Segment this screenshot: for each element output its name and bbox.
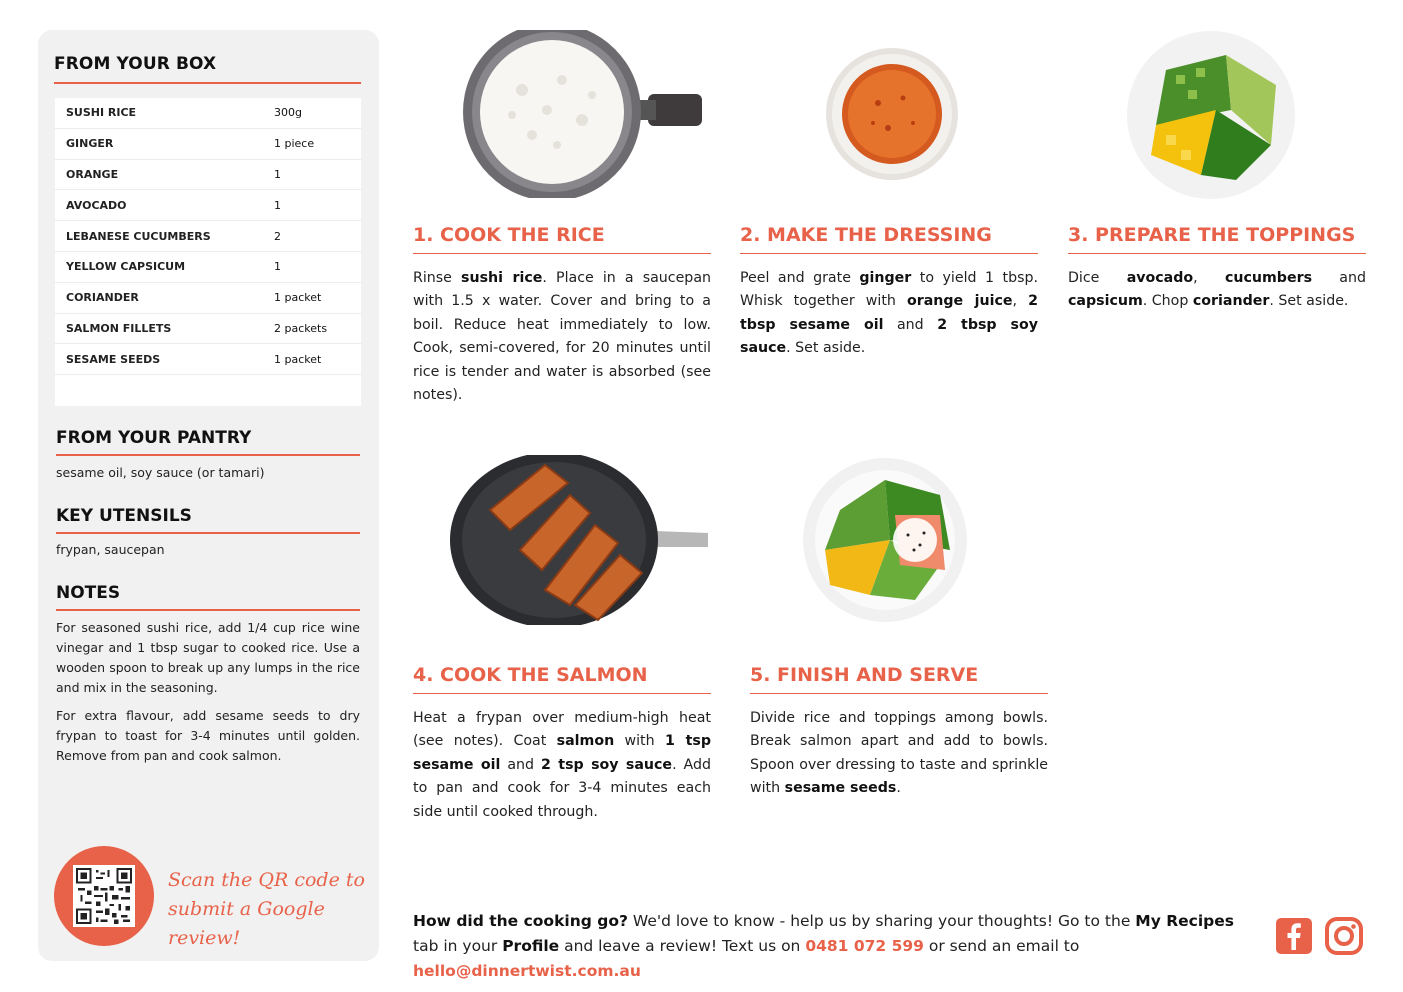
ingredient-name: AVOCADO <box>66 198 127 212</box>
ingredient-row <box>55 98 361 129</box>
profile-label: Profile <box>502 937 560 955</box>
ingredient-quantity: 2 <box>274 229 281 243</box>
step-text-segment: Peel and grate <box>740 270 860 286</box>
step-keyword: sushi rice <box>461 270 543 286</box>
step-1-text <box>413 267 711 407</box>
step-text-segment: , <box>1012 293 1029 310</box>
step-keyword: 2 tbsp sesame oil <box>740 293 1039 333</box>
step-keyword: avocado <box>1126 270 1194 286</box>
notes-body <box>56 618 360 774</box>
dressing-bowl-image <box>818 38 968 188</box>
toppings-plate-image <box>1126 30 1296 200</box>
ingredient-quantity: 2 packets <box>274 321 328 335</box>
footer-text: We'd love to know - help us by sharing your thoughts! Go to the <box>627 912 1136 930</box>
notes-title: NOTES <box>56 583 360 611</box>
ingredient-row <box>55 344 361 375</box>
step-text-segment: and <box>1312 270 1367 286</box>
step-text-segment: and <box>883 316 938 333</box>
step-text-segment: . Set aside. <box>1269 293 1349 310</box>
step-keyword: 1 tsp sesame oil <box>413 733 711 773</box>
rice-saucepan-image <box>462 30 702 198</box>
step-text-segment: Heat a frypan over medium-high heat (see notes). Coat <box>413 710 711 750</box>
ingredient-name: GINGER <box>66 137 114 151</box>
instagram-icon[interactable] <box>1325 917 1363 955</box>
step-3-title: 3. PREPARE THE TOPPINGS <box>1068 224 1366 254</box>
step-2-title: 2. MAKE THE DRESSING <box>740 224 1038 254</box>
ingredient-row <box>55 190 361 221</box>
qr-caption <box>168 866 368 953</box>
ingredient-row <box>55 129 361 160</box>
pantry-text: sesame oil, soy sauce (or tamari) <box>56 465 265 480</box>
step-text-segment: . Set aside. <box>786 340 866 357</box>
poke-bowl-image <box>800 455 980 625</box>
ingredient-quantity: 1 <box>274 167 281 181</box>
step-text-segment: . Place in a saucepan with 1.5 x water. Cover and bring to a boil. Reduce heat immediately to low. Cook, semi-covered, for 20 minutes until rice is tender and water is absorbed (see notes). <box>413 270 712 404</box>
ingredient-quantity: 1 packet <box>274 291 322 305</box>
footer-question: How did the cooking go? <box>413 912 628 930</box>
step-text-segment: , <box>1193 270 1225 286</box>
utensils-text: frypan, saucepan <box>56 542 165 557</box>
step-3-text <box>1068 267 1366 314</box>
qr-caption-line: Scan the QR code to <box>168 869 365 891</box>
step-text-segment: Divide rice and toppings among bowls. Break salmon apart and add to bowls. Spoon over dressing to taste and sprinkle with <box>750 710 1048 797</box>
step-4-title: 4. COOK THE SALMON <box>413 664 711 694</box>
ingredient-row <box>55 314 361 345</box>
qr-caption-line: submit a Google review! <box>168 898 325 949</box>
ingredient-row <box>55 160 361 191</box>
my-recipes-label: My Recipes <box>1135 912 1234 930</box>
ingredient-row <box>55 252 361 283</box>
ingredient-name: ORANGE <box>66 167 119 181</box>
step-keyword: coriander <box>1192 293 1270 310</box>
ingredient-row <box>55 221 361 252</box>
facebook-icon[interactable] <box>1275 917 1313 955</box>
step-keyword: capsicum <box>1068 293 1143 310</box>
step-keyword: ginger <box>859 270 912 286</box>
step-1-title: 1. COOK THE RICE <box>413 224 711 254</box>
step-keyword: 2 tsp soy sauce <box>541 756 673 773</box>
footer-text: tab in your <box>413 937 503 955</box>
qr-badge[interactable] <box>54 846 154 946</box>
step-keyword: orange juice <box>906 293 1013 310</box>
qr-code-icon[interactable] <box>73 865 135 927</box>
step-keyword: salmon <box>556 733 615 750</box>
step-text-segment: . Add to pan and cook for 3-4 minutes each side until cooked through. <box>413 756 712 820</box>
step-text-segment: to yield 1 tbsp. Whisk together with <box>740 270 1038 310</box>
ingredient-quantity: 1 <box>274 198 281 212</box>
pantry-title: FROM YOUR PANTRY <box>56 428 360 456</box>
ingredient-name: SALMON FILLETS <box>66 321 172 335</box>
feedback-footer <box>413 909 1263 984</box>
note-paragraph: For extra flavour, add sesame seeds to dry frypan to toast for 3-4 minutes until golden. Remove from pan and cook salmon. <box>56 708 360 763</box>
utensils-title: KEY UTENSILS <box>56 506 360 534</box>
footer-text: or send an email to <box>923 937 1080 955</box>
step-5-title: 5. FINISH AND SERVE <box>750 664 1048 694</box>
email-link[interactable]: hello@dinnertwist.com.au <box>413 962 641 980</box>
ingredient-quantity: 1 <box>274 260 281 274</box>
ingredients-table <box>55 98 361 406</box>
footer-text: and leave a review! Text us on <box>559 937 806 955</box>
step-keyword: cucumbers <box>1224 270 1313 286</box>
ingredient-quantity: 1 packet <box>274 352 322 366</box>
phone-link[interactable]: 0481 072 599 <box>805 937 924 955</box>
step-text-segment: with <box>614 733 665 750</box>
step-text-segment: . <box>896 780 901 797</box>
step-5-text <box>750 707 1048 801</box>
step-text-segment: and <box>500 756 542 773</box>
sidebar-panel <box>38 30 379 961</box>
from-your-box-title: FROM YOUR BOX <box>54 54 361 84</box>
step-4-text <box>413 707 711 824</box>
ingredient-name: LEBANESE CUCUMBERS <box>66 229 211 243</box>
ingredient-quantity: 300g <box>274 106 302 120</box>
step-text-segment: . Chop <box>1142 293 1193 310</box>
step-keyword: 2 tbsp soy sauce <box>740 316 1038 357</box>
ingredient-quantity: 1 piece <box>274 137 315 151</box>
step-text-segment: Rinse <box>413 270 462 286</box>
ingredient-row <box>55 283 361 314</box>
salmon-frypan-image <box>450 455 710 625</box>
ingredient-name: CORIANDER <box>66 291 139 305</box>
note-paragraph: For seasoned sushi rice, add 1/4 cup rice wine vinegar and 1 tbsp sugar to cooked rice. Use a wooden spoon to break up any lumps in the rice and mix in the seasoning. <box>56 620 360 695</box>
step-keyword: sesame seeds <box>784 780 897 797</box>
ingredient-name: SESAME SEEDS <box>66 352 161 366</box>
ingredient-name: YELLOW CAPSICUM <box>66 260 186 274</box>
step-2-text <box>740 267 1038 361</box>
ingredient-name: SUSHI RICE <box>66 106 137 120</box>
step-text-segment: Dice <box>1068 270 1127 286</box>
